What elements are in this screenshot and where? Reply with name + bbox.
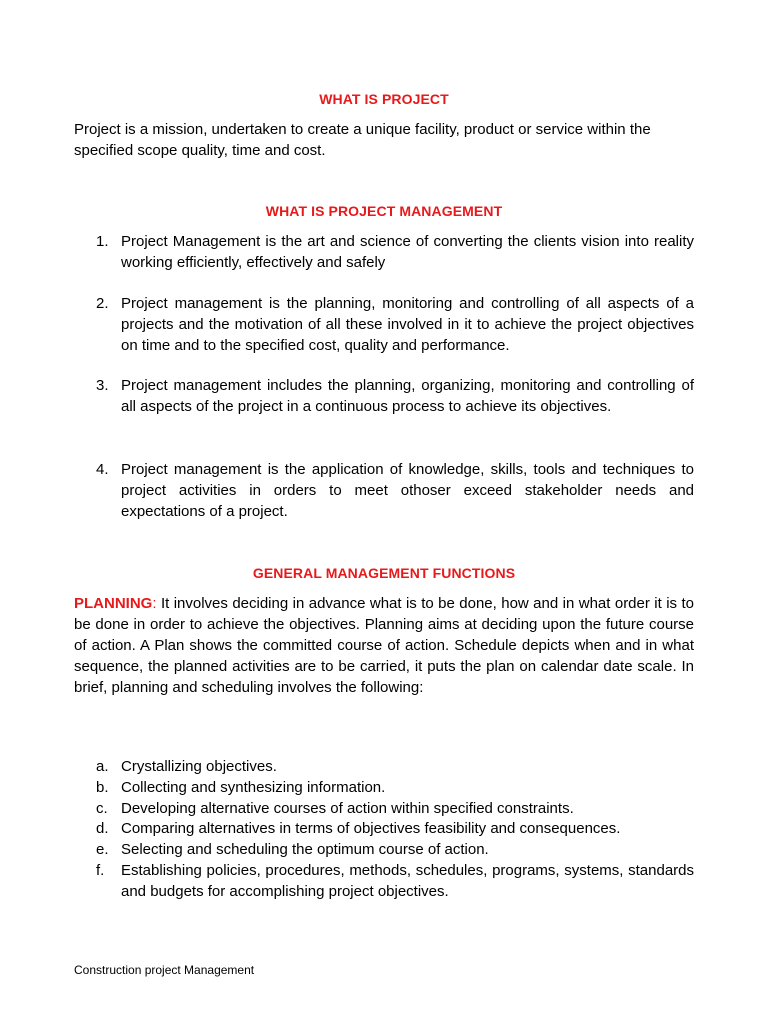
list-item-text: Project management is the application of knowledge, skills, tools and techniques to project activities in orders to meet othoser exceed stakeholder needs and expectations of a project. — [121, 461, 694, 520]
planning-text: It involves deciding in advance what is to be done, how and in what order it is to be done in order to achieve the objectives. Planning aims at deciding upon the future course of action. A Plan shows the committed course of action. Schedule depicts when and in what sequence, the planned activities are to be carried, it puts the plan on calendar date scale. In brief, planning and scheduling involves the following: — [74, 595, 694, 696]
planning-steps-list — [74, 757, 694, 903]
list-item-text: Project management is the planning, monitoring and controlling of all aspects of a projects and the motivation of all these involved in it to achieve the project objectives on time and to the specified cost, quality and performance. — [121, 295, 694, 354]
list-item-text: Establishing policies, procedures, methods, schedules, programs, systems, standards and budgets for accomplishing project objectives. — [121, 861, 694, 900]
list-item-text: Project Management is the art and science of converting the clients vision into reality working efficiently, effectively and safely — [121, 233, 694, 271]
planning-label: PLANNING — [74, 595, 153, 612]
list-item — [74, 231, 694, 273]
planning-paragraph — [74, 593, 694, 698]
list-label: f. — [96, 861, 105, 879]
planning-colon: : — [152, 595, 157, 612]
list-item-text: Crystallizing objectives. — [121, 758, 277, 775]
list-item-text: Project management includes the planning, organizing, monitoring and controlling of all aspects of the project in a continuous process to achieve its objectives. — [121, 377, 694, 415]
list-number: 3. — [96, 377, 109, 394]
page-footer: Construction project Management — [74, 963, 255, 977]
project-definition: Project is a mission, undertaken to create a unique facility, product or service within the specified scope quality, time and cost. — [74, 121, 651, 159]
list-item — [74, 459, 694, 522]
list-item-text: Comparing alternatives in terms of objectives feasibility and consequences. — [121, 820, 621, 838]
list-item — [74, 819, 694, 840]
list-label: a. — [96, 758, 109, 775]
list-item-text: Collecting and synthesizing information. — [121, 778, 386, 796]
list-item-text: Selecting and scheduling the optimum course of action. — [121, 841, 489, 859]
list-label: e. — [96, 841, 109, 859]
list-item — [74, 293, 694, 356]
list-number: 1. — [96, 233, 109, 250]
list-number: 2. — [96, 295, 109, 312]
list-item — [74, 375, 694, 417]
list-item — [74, 861, 694, 903]
list-item — [74, 840, 694, 861]
heading-what-is-project-management: WHAT IS PROJECT MANAGEMENT — [265, 203, 503, 219]
list-item — [74, 799, 694, 820]
heading-general-management-functions: GENERAL MANAGEMENT FUNCTIONS — [252, 565, 516, 581]
list-label: d. — [96, 820, 109, 838]
heading-what-is-project: WHAT IS PROJECT — [319, 91, 449, 107]
list-number: 4. — [96, 461, 109, 478]
list-item — [74, 757, 694, 778]
list-label: c. — [96, 799, 108, 817]
list-item-text: Developing alternative courses of action within specified constraints. — [121, 799, 574, 817]
list-label: b. — [96, 778, 109, 796]
list-item — [74, 778, 694, 799]
